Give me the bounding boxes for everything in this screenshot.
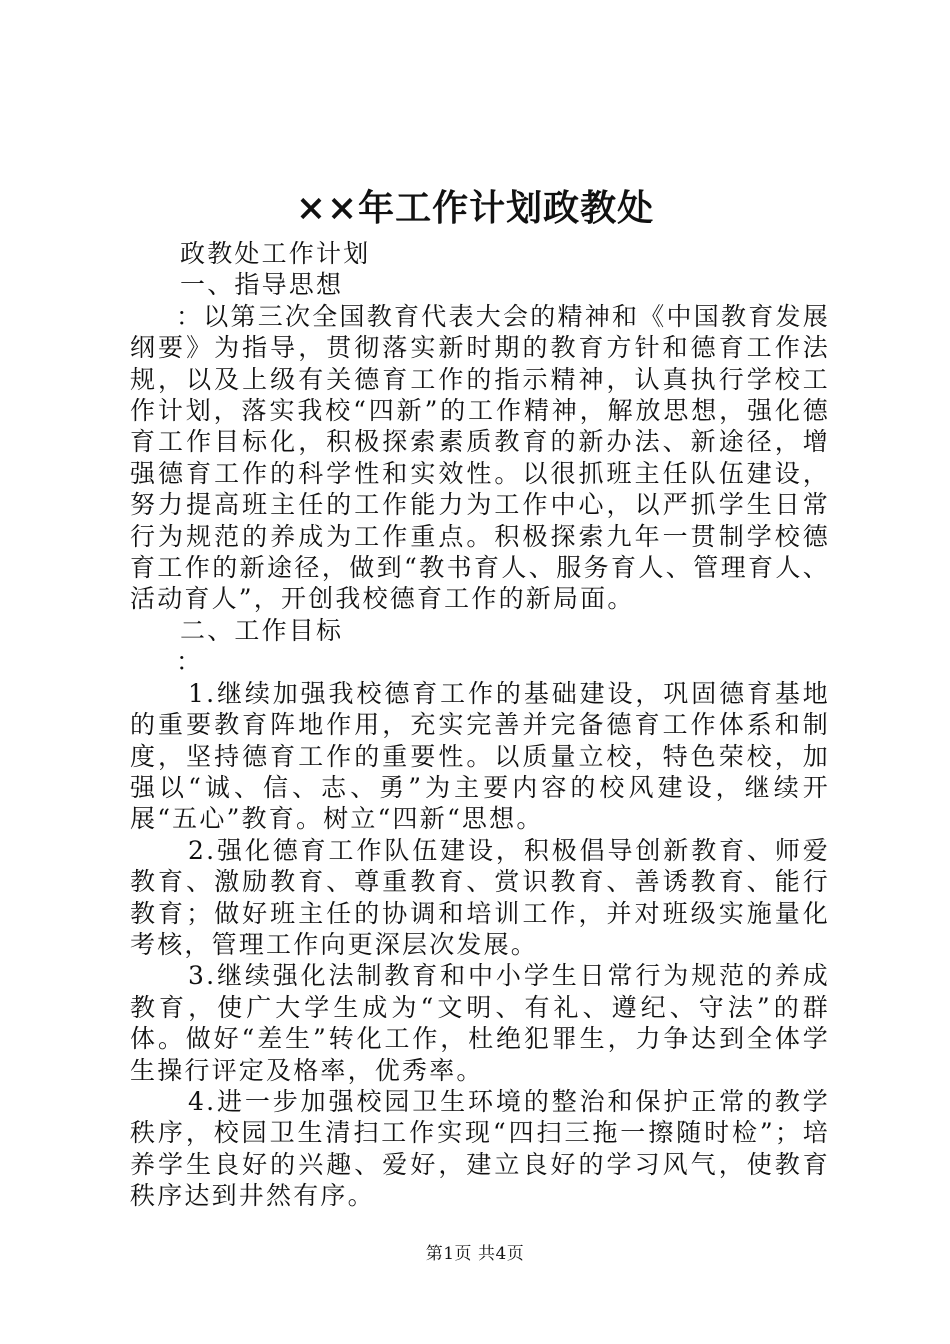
document-title: ××年工作计划政教处 (295, 187, 655, 229)
document-body (130, 238, 830, 1212)
paragraph-goal-2: 2.强化德育工作队伍建设，积极倡导创新教育、师爱教育、激励教育、尊重教育、赏识教育、善诱教育、能行教育；做好班主任的协调和培训工作，并对班级实施量化考核，管理工作向更深层次发展。 (130, 835, 830, 959)
paragraph-guiding-thought: ：以第三次全国教育代表大会的精神和《中国教育发展纲要》为指导，贯彻落实新时期的教育方针和德育工作法规，以及上级有关德育工作的指示精神，认真执行学校工作计划，落实我校“四新”的工作精神，解放思想，强化德育工作目标化，积极探索素质教育的新办法、新途径，增强德育工作的科学性和实效性。以很抓班主任队伍建设，努力提高班主任的工作能力为工作中心，以严抓学生日常行为规范的养成为工作重点。积极探索九年一贯制学校德育工作的新途径，做到“教书育人、服务育人、管理育人、活动育人”，开创我校德育工作的新局面。 (130, 301, 830, 614)
paragraph-subtitle: 政教处工作计划 (180, 239, 371, 268)
paragraph-colon: ： (176, 647, 204, 677)
paragraph-goal-4: 4.进一步加强校园卫生环境的整治和保护正常的教学秩序，校园卫生清扫工作实现“四扫三拖一擦随时检”；培养学生良好的兴趣、爱好，建立良好的学习风气，使教育秩序达到井然有序。 (130, 1086, 830, 1211)
section-heading-guiding-thought: 一、指导思想 (180, 270, 344, 300)
paragraph-goal-1: 1.继续加强我校德育工作的基础建设，巩固德育基地的重要教育阵地作用，充实完善并完备德育工作体系和制度，坚持德育工作的重要性。以质量立校，特色荣校，加强以“诚、信、志、勇”为主要内容的校风建设，继续开展“五心”教育。树立“四新“思想。 (130, 678, 830, 834)
section-heading-work-goals: 二、工作目标 (180, 615, 344, 645)
page-indicator: 第1页 共4页 (425, 1244, 525, 1264)
paragraph-goal-3: 3.继续强化法制教育和中小学生日常行为规范的养成教育，使广大学生成为“文明、有礼、遵纪、守法”的群体。做好“差生”转化工作，杜绝犯罪生，力争达到全体学生操行评定及格率，优秀率。 (130, 961, 830, 1085)
